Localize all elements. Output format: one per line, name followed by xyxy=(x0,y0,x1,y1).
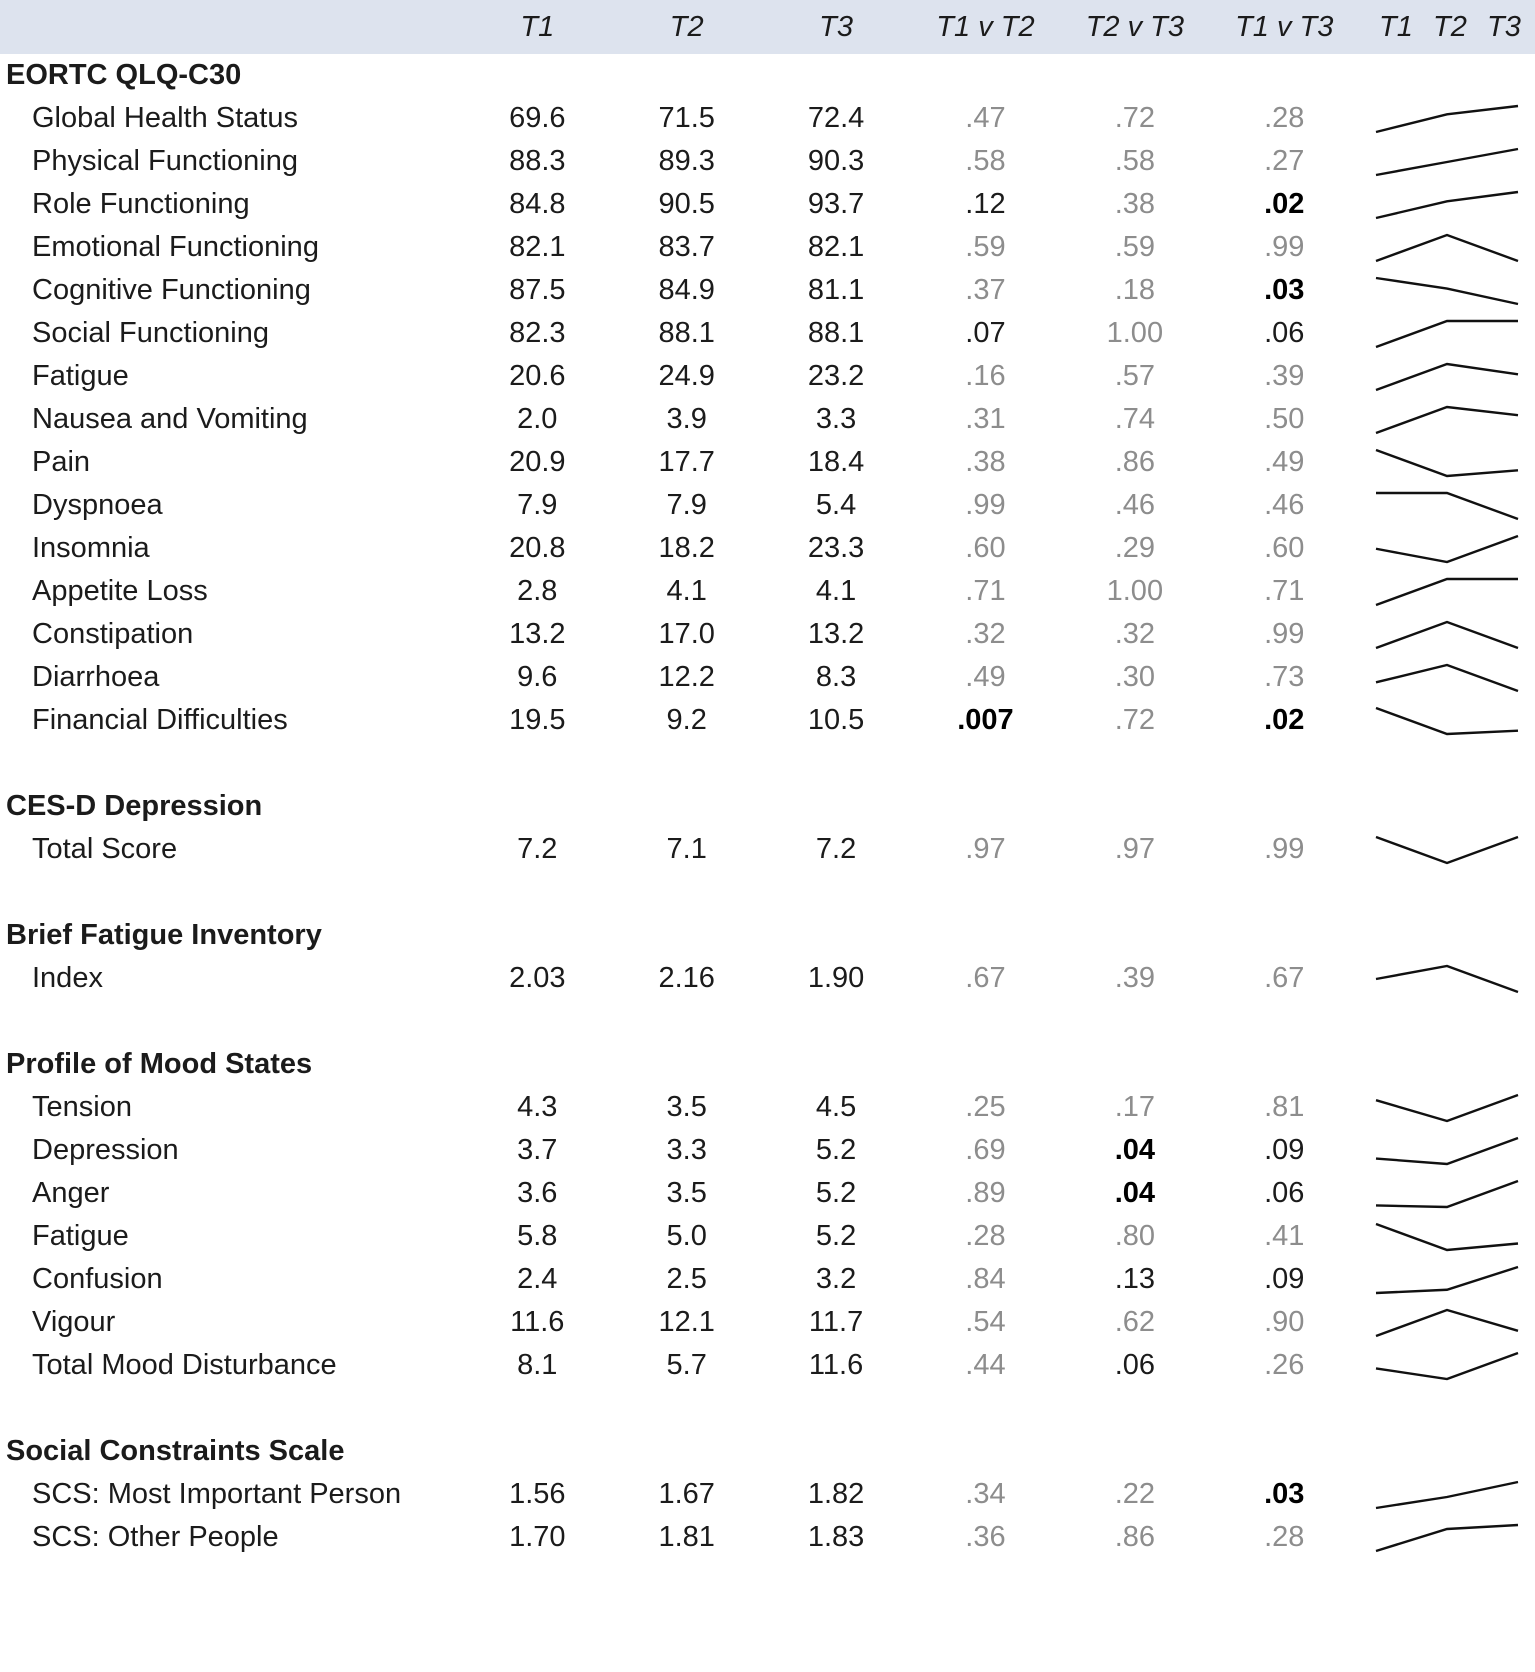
cell-t1: 2.8 xyxy=(517,575,558,607)
cell-t2: 3.5 xyxy=(666,1091,707,1123)
cell-p-t1-v-t2: .07 xyxy=(965,317,1006,349)
row-label: SCS: Other People xyxy=(32,1521,279,1553)
section-title: Profile of Mood States xyxy=(6,1048,313,1080)
cell-p-t1-v-t3: .49 xyxy=(1264,446,1305,478)
section-title: EORTC QLQ-C30 xyxy=(6,59,242,91)
cell-t2: 5.7 xyxy=(666,1349,707,1381)
cell-p-t1-v-t2: .99 xyxy=(965,489,1006,521)
cell-p-t2-v-t3: 1.00 xyxy=(1106,575,1164,607)
row-label: Vigour xyxy=(32,1306,116,1338)
table-row xyxy=(0,1516,1535,1559)
header-row xyxy=(0,0,1535,54)
cell-t3: 1.90 xyxy=(807,962,865,994)
table-row xyxy=(0,355,1535,398)
cell-p-t2-v-t3: .97 xyxy=(1114,833,1156,865)
cell-t3: 18.4 xyxy=(807,446,865,478)
cell-p-t1-v-t2: .89 xyxy=(965,1177,1006,1209)
row-label: Index xyxy=(32,962,103,994)
cell-t1: 87.5 xyxy=(509,274,566,306)
cell-p-t1-v-t2: .16 xyxy=(965,360,1006,392)
table-row xyxy=(0,1172,1535,1215)
cell-p-t1-v-t2: .007 xyxy=(957,704,1014,736)
cell-p-t1-v-t2: .71 xyxy=(965,575,1006,607)
row-label: Social Functioning xyxy=(32,317,269,349)
row-label: Total Score xyxy=(32,833,178,865)
table-spacer-row xyxy=(0,871,1535,914)
cell-p-t1-v-t3: .28 xyxy=(1264,1521,1305,1553)
cell-t1: 88.3 xyxy=(509,145,566,177)
cell-p-t2-v-t3: .57 xyxy=(1114,360,1156,392)
cell-t2: 71.5 xyxy=(658,102,715,134)
cell-p-t2-v-t3: .04 xyxy=(1114,1134,1156,1166)
cell-p-t1-v-t2: .58 xyxy=(965,145,1006,177)
cell-p-t2-v-t3: .58 xyxy=(1114,145,1156,177)
row-label: Depression xyxy=(32,1134,179,1166)
cell-t2: 4.1 xyxy=(666,575,707,607)
cell-t1: 20.9 xyxy=(509,446,566,478)
cell-p-t1-v-t3: .99 xyxy=(1264,833,1305,865)
row-label: Nausea and Vomiting xyxy=(32,403,308,435)
cell-t3: 11.7 xyxy=(808,1306,864,1338)
cell-p-t2-v-t3: .29 xyxy=(1114,532,1156,564)
cell-p-t1-v-t3: .90 xyxy=(1264,1306,1305,1338)
cell-p-t2-v-t3: .59 xyxy=(1114,231,1156,263)
cell-t3: 4.5 xyxy=(815,1091,857,1123)
spacer-cell xyxy=(0,1000,1535,1043)
cell-p-t1-v-t2: .97 xyxy=(965,833,1006,865)
table-row xyxy=(0,140,1535,183)
header-t1-v-t2: T1 v T2 xyxy=(936,10,1035,43)
table-row xyxy=(0,527,1535,570)
cell-t2: 88.1 xyxy=(658,317,715,349)
cell-t1: 1.56 xyxy=(509,1478,566,1510)
cell-p-t1-v-t2: .69 xyxy=(965,1134,1006,1166)
cell-t1: 7.2 xyxy=(517,833,558,865)
table-row xyxy=(0,97,1535,140)
cell-t1: 20.6 xyxy=(509,360,566,392)
sparkline-cell xyxy=(1359,1301,1535,1344)
sparkline-cell xyxy=(1359,269,1535,312)
cell-p-t2-v-t3: .32 xyxy=(1114,618,1156,650)
cell-t2: 2.5 xyxy=(666,1263,707,1295)
table-row xyxy=(0,656,1535,699)
cell-t1: 2.0 xyxy=(517,403,558,435)
cell-t2: 89.3 xyxy=(658,145,715,177)
cell-t1: 82.3 xyxy=(509,317,566,349)
cell-p-t2-v-t3: .74 xyxy=(1114,403,1156,435)
cell-t3: 1.83 xyxy=(807,1521,865,1553)
cell-t3: 13.2 xyxy=(807,618,865,650)
cell-t1: 13.2 xyxy=(509,618,566,650)
cell-t2: 84.9 xyxy=(658,274,715,306)
sparkline-cell xyxy=(1359,97,1535,140)
table-row xyxy=(0,269,1535,312)
sparkline-cell xyxy=(1359,1215,1535,1258)
cell-t2: 9.2 xyxy=(666,704,707,736)
cell-p-t2-v-t3: .13 xyxy=(1114,1263,1156,1295)
table-row xyxy=(0,1258,1535,1301)
cell-p-t1-v-t2: .25 xyxy=(965,1091,1006,1123)
row-label: Role Functioning xyxy=(32,188,250,220)
cell-t2: 12.1 xyxy=(658,1306,715,1338)
sparkline-cell xyxy=(1359,441,1535,484)
cell-t3: 81.1 xyxy=(807,274,865,306)
cell-p-t2-v-t3: .86 xyxy=(1114,1521,1156,1553)
cell-p-t1-v-t2: .28 xyxy=(965,1220,1006,1252)
row-label: Pain xyxy=(32,446,91,478)
cell-p-t1-v-t3: .41 xyxy=(1264,1220,1305,1252)
cell-t2: 3.3 xyxy=(666,1134,707,1166)
cell-t2: 18.2 xyxy=(658,532,715,564)
cell-p-t1-v-t2: .37 xyxy=(965,274,1006,306)
cell-p-t1-v-t2: .44 xyxy=(965,1349,1006,1381)
table-spacer-row xyxy=(0,1387,1535,1430)
row-label: Total Mood Disturbance xyxy=(32,1349,337,1381)
cell-p-t2-v-t3: .18 xyxy=(1114,274,1156,306)
cell-t1: 3.6 xyxy=(517,1177,558,1209)
table-row xyxy=(0,398,1535,441)
cell-t3: 4.1 xyxy=(815,575,857,607)
cell-p-t1-v-t3: .06 xyxy=(1264,1177,1305,1209)
section-header-row xyxy=(0,54,1535,97)
table-row xyxy=(0,699,1535,742)
cell-p-t2-v-t3: .04 xyxy=(1114,1177,1156,1209)
cell-t3: 23.3 xyxy=(807,532,865,564)
cell-t1: 69.6 xyxy=(509,102,566,134)
cell-t2: 3.5 xyxy=(666,1177,707,1209)
cell-t1: 20.8 xyxy=(509,532,566,564)
cell-p-t1-v-t3: .26 xyxy=(1264,1349,1305,1381)
cell-p-t2-v-t3: .46 xyxy=(1114,489,1156,521)
header-t2: T2 xyxy=(669,10,704,43)
cell-p-t1-v-t2: .31 xyxy=(965,403,1006,435)
cell-p-t2-v-t3: .38 xyxy=(1114,188,1156,220)
cell-t3: 3.3 xyxy=(815,403,857,435)
cell-t3: 5.2 xyxy=(815,1220,857,1252)
cell-p-t1-v-t3: .03 xyxy=(1264,274,1305,306)
table-row xyxy=(0,1473,1535,1516)
cell-p-t2-v-t3: .06 xyxy=(1114,1349,1156,1381)
sparkline-cell xyxy=(1359,1258,1535,1301)
sparkline-cell xyxy=(1359,957,1535,1000)
sparkline-cell xyxy=(1359,484,1535,527)
cell-t1: 4.3 xyxy=(517,1091,558,1123)
header-t1-v-t3: T1 v T3 xyxy=(1235,10,1334,43)
cell-p-t1-v-t3: .99 xyxy=(1264,231,1305,263)
cell-p-t1-v-t3: .09 xyxy=(1264,1263,1305,1295)
cell-p-t2-v-t3: .86 xyxy=(1114,446,1156,478)
cell-t1: 9.6 xyxy=(517,661,558,693)
cell-t3: 5.2 xyxy=(815,1134,857,1166)
table-spacer-row xyxy=(0,1000,1535,1043)
sparkline-cell xyxy=(1359,828,1535,871)
sparkline-cell xyxy=(1359,312,1535,355)
cell-t3: 8.3 xyxy=(815,661,857,693)
cell-t1: 84.8 xyxy=(509,188,566,220)
row-label: SCS: Most Important Person xyxy=(32,1478,402,1510)
header-t2-v-t3: T2 v T3 xyxy=(1085,10,1184,43)
cell-t2: 7.1 xyxy=(666,833,707,865)
header-spark-t2: T2 xyxy=(1433,10,1467,43)
cell-t3: 93.7 xyxy=(807,188,865,220)
cell-p-t1-v-t2: .84 xyxy=(965,1263,1006,1295)
sparkline-cell xyxy=(1359,183,1535,226)
table-body xyxy=(0,54,1535,1559)
table-row xyxy=(0,441,1535,484)
cell-p-t2-v-t3: .30 xyxy=(1114,661,1156,693)
row-label: Anger xyxy=(32,1177,110,1209)
row-label: Confusion xyxy=(32,1263,163,1295)
cell-p-t1-v-t3: .46 xyxy=(1264,489,1305,521)
section-title: Brief Fatigue Inventory xyxy=(6,919,322,951)
cell-t3: 88.1 xyxy=(807,317,865,349)
header-t1: T1 xyxy=(520,10,555,43)
header-label-col xyxy=(0,0,463,54)
cell-p-t1-v-t3: .67 xyxy=(1264,962,1305,994)
spacer-cell xyxy=(0,742,1535,785)
row-label: Appetite Loss xyxy=(32,575,208,607)
table-row xyxy=(0,484,1535,527)
cell-p-t1-v-t2: .12 xyxy=(965,188,1006,220)
cell-t1: 3.7 xyxy=(517,1134,558,1166)
cell-p-t2-v-t3: .72 xyxy=(1114,102,1156,134)
table-row xyxy=(0,1301,1535,1344)
cell-t3: 3.2 xyxy=(815,1263,857,1295)
cell-p-t2-v-t3: 1.00 xyxy=(1106,317,1164,349)
section-header-row xyxy=(0,914,1535,957)
header-spark-t1: T1 xyxy=(1379,10,1413,43)
sparkline-cell xyxy=(1359,1473,1535,1516)
sparkline-cell xyxy=(1359,570,1535,613)
cell-p-t1-v-t2: .54 xyxy=(965,1306,1006,1338)
cell-t2: 17.7 xyxy=(658,446,715,478)
row-label: Cognitive Functioning xyxy=(32,274,311,306)
cell-p-t2-v-t3: .62 xyxy=(1114,1306,1156,1338)
table-row xyxy=(0,312,1535,355)
section-title: CES-D Depression xyxy=(6,790,263,822)
cell-t3: 10.5 xyxy=(807,704,865,736)
sparkline-cell xyxy=(1359,226,1535,269)
table-row xyxy=(0,957,1535,1000)
row-label: Global Health Status xyxy=(32,102,298,134)
cell-p-t1-v-t3: .02 xyxy=(1264,188,1305,220)
row-label: Emotional Functioning xyxy=(32,231,319,263)
cell-p-t1-v-t3: .02 xyxy=(1264,704,1305,736)
cell-p-t1-v-t3: .81 xyxy=(1264,1091,1305,1123)
row-label: Constipation xyxy=(32,618,194,650)
cell-t2: 5.0 xyxy=(666,1220,707,1252)
table-row xyxy=(0,1215,1535,1258)
table-row xyxy=(0,613,1535,656)
cell-p-t2-v-t3: .80 xyxy=(1114,1220,1156,1252)
cell-p-t2-v-t3: .22 xyxy=(1114,1478,1156,1510)
row-label: Tension xyxy=(32,1091,132,1123)
cell-t3: 1.82 xyxy=(807,1478,865,1510)
section-title: Social Constraints Scale xyxy=(6,1435,345,1467)
cell-p-t1-v-t2: .59 xyxy=(965,231,1006,263)
cell-p-t1-v-t3: .27 xyxy=(1264,145,1305,177)
row-label: Insomnia xyxy=(32,532,150,564)
cell-t2: 83.7 xyxy=(658,231,715,263)
row-label: Dyspnoea xyxy=(32,489,163,521)
cell-t1: 8.1 xyxy=(517,1349,558,1381)
cell-p-t1-v-t2: .60 xyxy=(965,532,1006,564)
cell-p-t1-v-t2: .49 xyxy=(965,661,1006,693)
table-row xyxy=(0,828,1535,871)
cell-p-t1-v-t3: .60 xyxy=(1264,532,1305,564)
sparkline-cell xyxy=(1359,1172,1535,1215)
cell-t1: 2.03 xyxy=(509,962,566,994)
sparkline-cell xyxy=(1359,355,1535,398)
row-label: Fatigue xyxy=(32,360,129,392)
table-row xyxy=(0,183,1535,226)
cell-p-t1-v-t2: .67 xyxy=(965,962,1006,994)
cell-p-t1-v-t3: .39 xyxy=(1264,360,1305,392)
table-row xyxy=(0,1344,1535,1387)
cell-t1: 11.6 xyxy=(510,1306,565,1338)
sparkline-cell xyxy=(1359,1086,1535,1129)
cell-t2: 12.2 xyxy=(658,661,715,693)
sparkline-cell xyxy=(1359,656,1535,699)
cell-p-t2-v-t3: .72 xyxy=(1114,704,1156,736)
cell-t1: 1.70 xyxy=(509,1521,566,1553)
cell-p-t1-v-t2: .34 xyxy=(965,1478,1006,1510)
sparkline-cell xyxy=(1359,1129,1535,1172)
cell-p-t1-v-t3: .50 xyxy=(1264,403,1305,435)
row-label: Financial Difficulties xyxy=(32,704,288,736)
cell-t1: 7.9 xyxy=(517,489,558,521)
sparkline-cell xyxy=(1359,1344,1535,1387)
table-row xyxy=(0,1129,1535,1172)
header-spark-t3: T3 xyxy=(1487,10,1521,43)
table-row xyxy=(0,570,1535,613)
cell-t3: 5.2 xyxy=(815,1177,857,1209)
cell-t1: 2.4 xyxy=(517,1263,558,1295)
cell-t3: 5.4 xyxy=(815,489,857,521)
table-row xyxy=(0,226,1535,269)
cell-t1: 19.5 xyxy=(509,704,566,736)
section-header-row xyxy=(0,1430,1535,1473)
spacer-cell xyxy=(0,871,1535,914)
cell-t3: 23.2 xyxy=(807,360,865,392)
sparkline-cell xyxy=(1359,699,1535,742)
spacer-cell xyxy=(0,1387,1535,1430)
row-label: Physical Functioning xyxy=(32,145,298,177)
cell-t3: 11.6 xyxy=(808,1349,864,1381)
cell-t1: 82.1 xyxy=(509,231,566,263)
cell-t2: 1.67 xyxy=(658,1478,715,1510)
cell-p-t1-v-t3: .09 xyxy=(1264,1134,1305,1166)
cell-p-t2-v-t3: .39 xyxy=(1114,962,1156,994)
sparkline-cell xyxy=(1359,527,1535,570)
cell-t2: 7.9 xyxy=(666,489,707,521)
cell-t1: 5.8 xyxy=(517,1220,558,1252)
sparkline-cell xyxy=(1359,613,1535,656)
cell-p-t2-v-t3: .17 xyxy=(1114,1091,1156,1123)
row-label: Diarrhoea xyxy=(32,661,160,693)
cell-t3: 82.1 xyxy=(807,231,865,263)
cell-t3: 90.3 xyxy=(807,145,865,177)
cell-t2: 90.5 xyxy=(658,188,715,220)
cell-p-t1-v-t3: .28 xyxy=(1264,102,1305,134)
table-spacer-row xyxy=(0,742,1535,785)
cell-p-t1-v-t3: .73 xyxy=(1264,661,1305,693)
cell-t3: 72.4 xyxy=(807,102,865,134)
cell-p-t1-v-t2: .47 xyxy=(965,102,1006,134)
cell-t2: 24.9 xyxy=(658,360,715,392)
cell-p-t1-v-t2: .32 xyxy=(965,618,1006,650)
cell-t3: 7.2 xyxy=(815,833,857,865)
header-sparkline-col xyxy=(1359,0,1535,54)
section-header-row xyxy=(0,1043,1535,1086)
sparkline-cell xyxy=(1359,140,1535,183)
cell-t2: 3.9 xyxy=(666,403,707,435)
cell-p-t1-v-t3: .71 xyxy=(1264,575,1305,607)
cell-t2: 1.81 xyxy=(658,1521,715,1553)
cell-p-t1-v-t2: .38 xyxy=(965,446,1006,478)
table-row xyxy=(0,1086,1535,1129)
sparkline-cell xyxy=(1359,1516,1535,1559)
cell-p-t1-v-t2: .36 xyxy=(965,1521,1006,1553)
row-label: Fatigue xyxy=(32,1220,129,1252)
sparkline-cell xyxy=(1359,398,1535,441)
cell-p-t1-v-t3: .99 xyxy=(1264,618,1305,650)
cell-t2: 17.0 xyxy=(658,618,715,650)
table-header xyxy=(0,0,1535,54)
cell-t2: 2.16 xyxy=(658,962,715,994)
header-t3: T3 xyxy=(819,10,853,43)
cell-p-t1-v-t3: .06 xyxy=(1264,317,1305,349)
section-header-row xyxy=(0,785,1535,828)
cell-p-t1-v-t3: .03 xyxy=(1264,1478,1305,1510)
